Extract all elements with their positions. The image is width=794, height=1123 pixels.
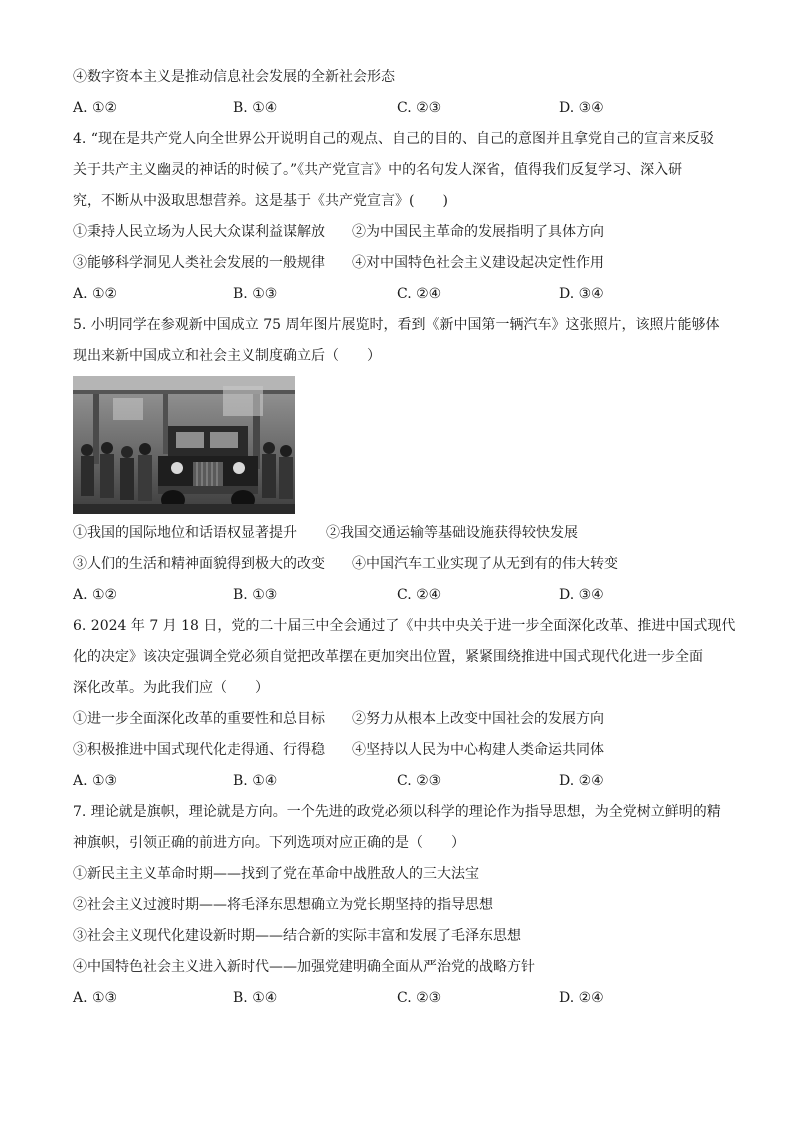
q3-option-b: B. ①④ (233, 100, 278, 116)
q5-option-a: A. ①② (73, 587, 118, 603)
q7-option-b: B. ①④ (233, 990, 278, 1006)
q7-option-a: A. ①③ (73, 990, 118, 1006)
q7-item-3: ③社会主义现代化建设新时期——结合新的实际丰富和发展了毛泽东思想 (73, 928, 521, 944)
q4-option-d: D. ③④ (559, 286, 604, 302)
q4-stem-line-1: 4. “现在是共产党人向全世界公开说明自己的观点、自己的目的、自己的意图并且拿党自己的宣言来反驳 (73, 131, 714, 147)
q6-stem-line-1: 6. 2024 年 7 月 18 日，党的二十届三中全会通过了《中共中央关于进一步全面深化改革、推进中国式现代 (73, 618, 736, 634)
q3-option-c: C. ②③ (397, 100, 442, 116)
q4-items-row-1 (73, 217, 723, 248)
q6-items-row-1 (73, 704, 723, 735)
q5-stem-line-2: 现出来新中国成立和社会主义制度确立后（ ） (73, 348, 381, 364)
first-car-photo (73, 376, 295, 514)
q6-item-1: ①进一步全面深化改革的重要性和总目标 (73, 711, 325, 727)
q4-item-2: ②为中国民主革命的发展指明了具体方向 (352, 224, 604, 240)
q6-stem-line-2: 化的决定》该决定强调全党必须自觉把改革摆在更加突出位置，紧紧围绕推进中国式现代化进一步全面 (73, 649, 703, 665)
q5-option-b: B. ①③ (233, 587, 278, 603)
q7-option-d: D. ②④ (559, 990, 604, 1006)
q3-item-4: ④数字资本主义是推动信息社会发展的全新社会形态 (73, 69, 395, 85)
q4-items-row-2 (73, 248, 723, 279)
q7-item-1: ①新民主主义革命时期——找到了党在革命中战胜敌人的三大法宝 (73, 866, 479, 882)
q4-item-4: ④对中国特色社会主义建设起决定性作用 (352, 255, 604, 271)
q3-options (73, 93, 723, 124)
q5-item-4: ④中国汽车工业实现了从无到有的伟大转变 (352, 556, 618, 572)
q6-options (73, 766, 723, 797)
q6-item-2: ②努力从根本上改变中国社会的发展方向 (352, 711, 604, 727)
q4-options (73, 279, 723, 310)
q7-stem-line-2: 神旗帜，引领正确的前进方向。下列选项对应正确的是（ ） (73, 835, 465, 851)
q3-option-d: D. ③④ (559, 100, 604, 116)
q4-item-3: ③能够科学洞见人类社会发展的一般规律 (73, 255, 325, 271)
q5-item-3: ③人们的生活和精神面貌得到极大的改变 (73, 556, 325, 572)
q7-options (73, 983, 723, 1014)
q5-photo-container (73, 376, 723, 516)
q5-items-row-1 (73, 518, 723, 549)
q6-option-d: D. ②④ (559, 773, 604, 789)
q4-stem-line-2: 关于共产主义幽灵的神话的时候了。”《共产党宣言》中的名句发人深省，值得我们反复学习、深入研 (73, 162, 683, 178)
q3-option-a: A. ①② (73, 100, 118, 116)
q6-item-4: ④坚持以人民为中心构建人类命运共同体 (352, 742, 604, 758)
q6-option-b: B. ①④ (233, 773, 278, 789)
page-content (73, 62, 736, 1014)
q5-option-c: C. ②④ (397, 587, 442, 603)
q6-option-c: C. ②③ (397, 773, 442, 789)
q4-stem-line-3: 究，不断从中汲取思想营养。这是基于《共产党宣言》( ) (73, 193, 448, 209)
q7-option-c: C. ②③ (397, 990, 442, 1006)
q5-item-1: ①我国的国际地位和话语权显著提升 (73, 525, 297, 541)
q6-option-a: A. ①③ (73, 773, 118, 789)
q5-item-2: ②我国交通运输等基础设施获得较快发展 (326, 525, 578, 541)
q4-option-a: A. ①② (73, 286, 118, 302)
q7-item-2: ②社会主义过渡时期——将毛泽东思想确立为党长期坚持的指导思想 (73, 897, 493, 913)
q7-stem-line-1: 7. 理论就是旗帜，理论就是方向。一个先进的政党必须以科学的理论作为指导思想，为全党树立鲜明的精 (73, 804, 721, 820)
q5-options (73, 580, 723, 611)
q6-items-row-2 (73, 735, 723, 766)
q4-option-b: B. ①③ (233, 286, 278, 302)
q4-item-1: ①秉持人民立场为人民大众谋利益谋解放 (73, 224, 325, 240)
q6-stem-line-3: 深化改革。为此我们应（ ） (73, 680, 269, 696)
q6-item-3: ③积极推进中国式现代化走得通、行得稳 (73, 742, 325, 758)
q5-items-row-2 (73, 549, 723, 580)
q4-option-c: C. ②④ (397, 286, 442, 302)
q7-item-4: ④中国特色社会主义进入新时代——加强党建明确全面从严治党的战略方针 (73, 959, 535, 975)
q5-option-d: D. ③④ (559, 587, 604, 603)
q5-stem-line-1: 5. 小明同学在参观新中国成立 75 周年图片展览时，看到《新中国第一辆汽车》这张照片，该照片能够体 (73, 317, 720, 333)
